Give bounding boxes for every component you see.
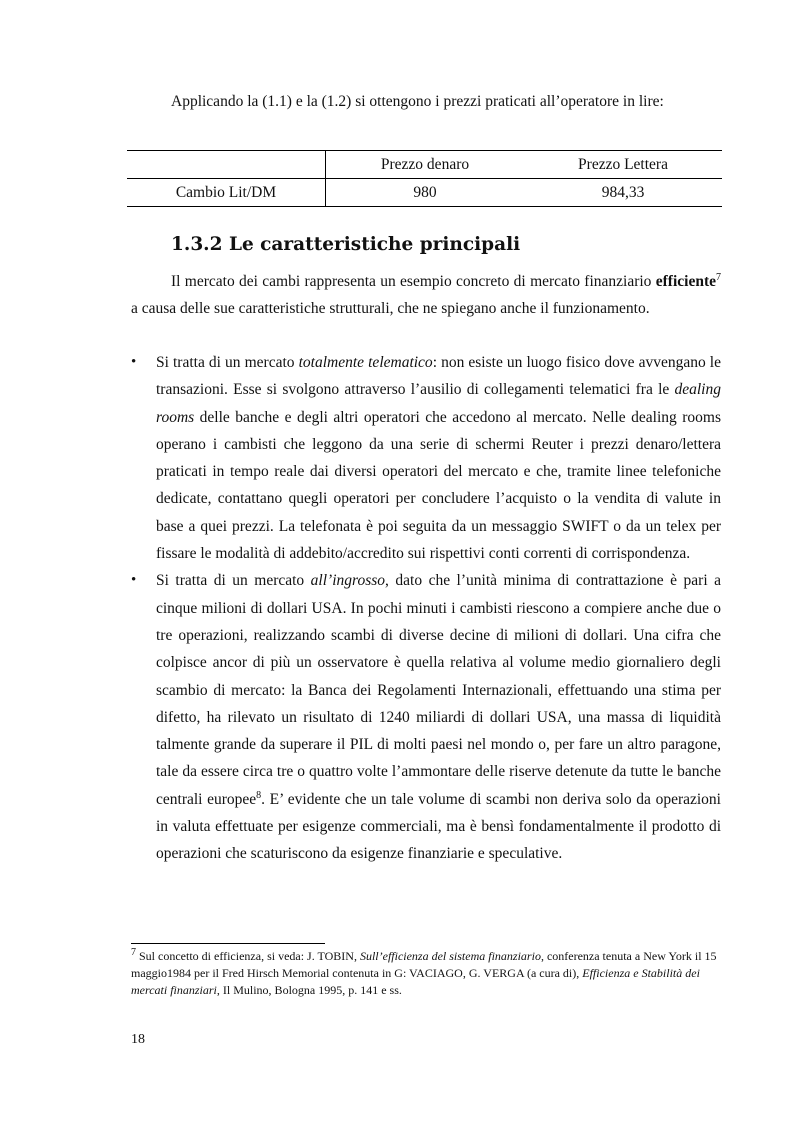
table-cell-bid: 980: [326, 179, 525, 207]
table-header-bid: Prezzo denaro: [326, 151, 525, 179]
bullet-icon: •: [131, 354, 137, 370]
bullet2-text-a: Si tratta di un mercato: [156, 572, 311, 590]
paragraph-text-before: Il mercato dei cambi rappresenta un esempio concreto di mercato finanziario: [171, 273, 656, 290]
footnote-7: [131, 948, 721, 999]
list-item: [131, 349, 721, 567]
bullet2-text-b: , dato che l’unità minima di contrattazione è pari a cinque milioni di dollari USA. In pochi minuti i cambisti riescono a compiere anche due o tre operazioni, realizzando scambi di diverse decine di milioni di dollari. Una cifra che colpisce ancor di più un osservatore è quella relativa al volume medio giornaliero degli scambio di mercato: la Banca dei Regolamenti Internazionali, effettuando una stima per difetto, ha rilevato un risultato di 1240 miliardi di dollari USA, una massa di liquidità talmente grande da superare il PIL di molti paesi nel mondo o, per fare un altro paragone, tale da essere circa tre o quattro volte l’ammontare delle riserve detenute da tutte le banche centrali europee: [156, 572, 721, 808]
section-heading: 1.3.2 Le caratteristiche principali: [171, 234, 521, 255]
table-header-ask: Prezzo Lettera: [524, 151, 722, 179]
paragraph-text-after: a causa delle sue caratteristiche strutturali, che ne spiegano anche il funzionamento.: [131, 300, 650, 318]
intro-sentence: Applicando la (1.1) e la (1.2) si ottengono i prezzi praticati all’operatore in lire:: [171, 93, 664, 110]
footnote-title-1: Sull’efficienza del sistema finanziario: [359, 949, 541, 963]
table-row: [127, 179, 722, 207]
footnote-ref-7: 7: [716, 271, 721, 283]
bullet1-emphasis-dealing-rooms: dealing rooms: [156, 381, 721, 426]
list-item: [131, 567, 721, 867]
footnote-text-b: , conferenza tenuta a New York il 15 maggio1984 per il Fred Hirsch Memorial contenuta in G: VACIAGO, G. VERGA (a cura di),: [131, 949, 717, 980]
bullet-icon: •: [131, 572, 137, 589]
footnote-text-a: Sul concetto di efficienza, si veda: J. TOBIN,: [136, 949, 360, 963]
footnote-divider: [131, 943, 325, 944]
bullet1-text-c: delle banche e degli altri operatori che accedono al mercato. Nelle dealing rooms operano i cambisti che leggono da una serie di schermi Reuter i prezzi denaro/lettera praticati in tempo reale dai diversi operatori del mercato e che, tramite linee telefoniche dedicate, contattano quegli operatori per concludere l’acquisto o la vendita di valute in base a quei prezzi. La telefonata è poi seguita da un messaggio SWIFT o da un telex per fissare le modalità di addebito/accredito sui rispettivi conti correnti di corrispondenza.: [156, 408, 721, 563]
footnote-ref-8: 8: [256, 789, 262, 801]
price-table: [127, 150, 722, 207]
bullet1-text-a: Si tratta di un mercato: [156, 354, 299, 371]
footnote-text-c: , Il Mulino, Bologna 1995, p. 141 e ss.: [216, 983, 402, 997]
footnote-number: 7: [131, 947, 136, 958]
footnote-title-2: Efficienza e Stabilità dei mercati finanziari: [131, 966, 700, 997]
table-header-empty: [127, 151, 326, 179]
bullet1-text-b: : non esiste un luogo fisico dove avvengano le transazioni. Esse si svolgono attraverso l’ausilio di collegamenti telematici fra le: [156, 354, 721, 399]
page-number: 18: [131, 1032, 145, 1047]
bullet2-emphasis-ingrosso: all’ingrosso: [310, 572, 386, 590]
intro-paragraph: [131, 268, 721, 323]
table-cell-ask: 984,33: [524, 179, 722, 207]
table-header-row: [127, 151, 722, 179]
table-cell-label: Cambio Lit/DM: [127, 179, 326, 207]
bullet2-text-c: . E’ evidente che un tale volume di scambi non deriva solo da operazioni in valuta effettuate per esigenze commerciali, ma è bensì fondamentalmente il prodotto di operazioni che scaturiscono da esigenze finanziarie e speculative.: [156, 790, 721, 863]
bullet1-emphasis-telematico: totalmente telematico: [298, 354, 433, 371]
paragraph-bold-term: efficiente: [655, 273, 716, 290]
bullet-list: [131, 349, 721, 868]
